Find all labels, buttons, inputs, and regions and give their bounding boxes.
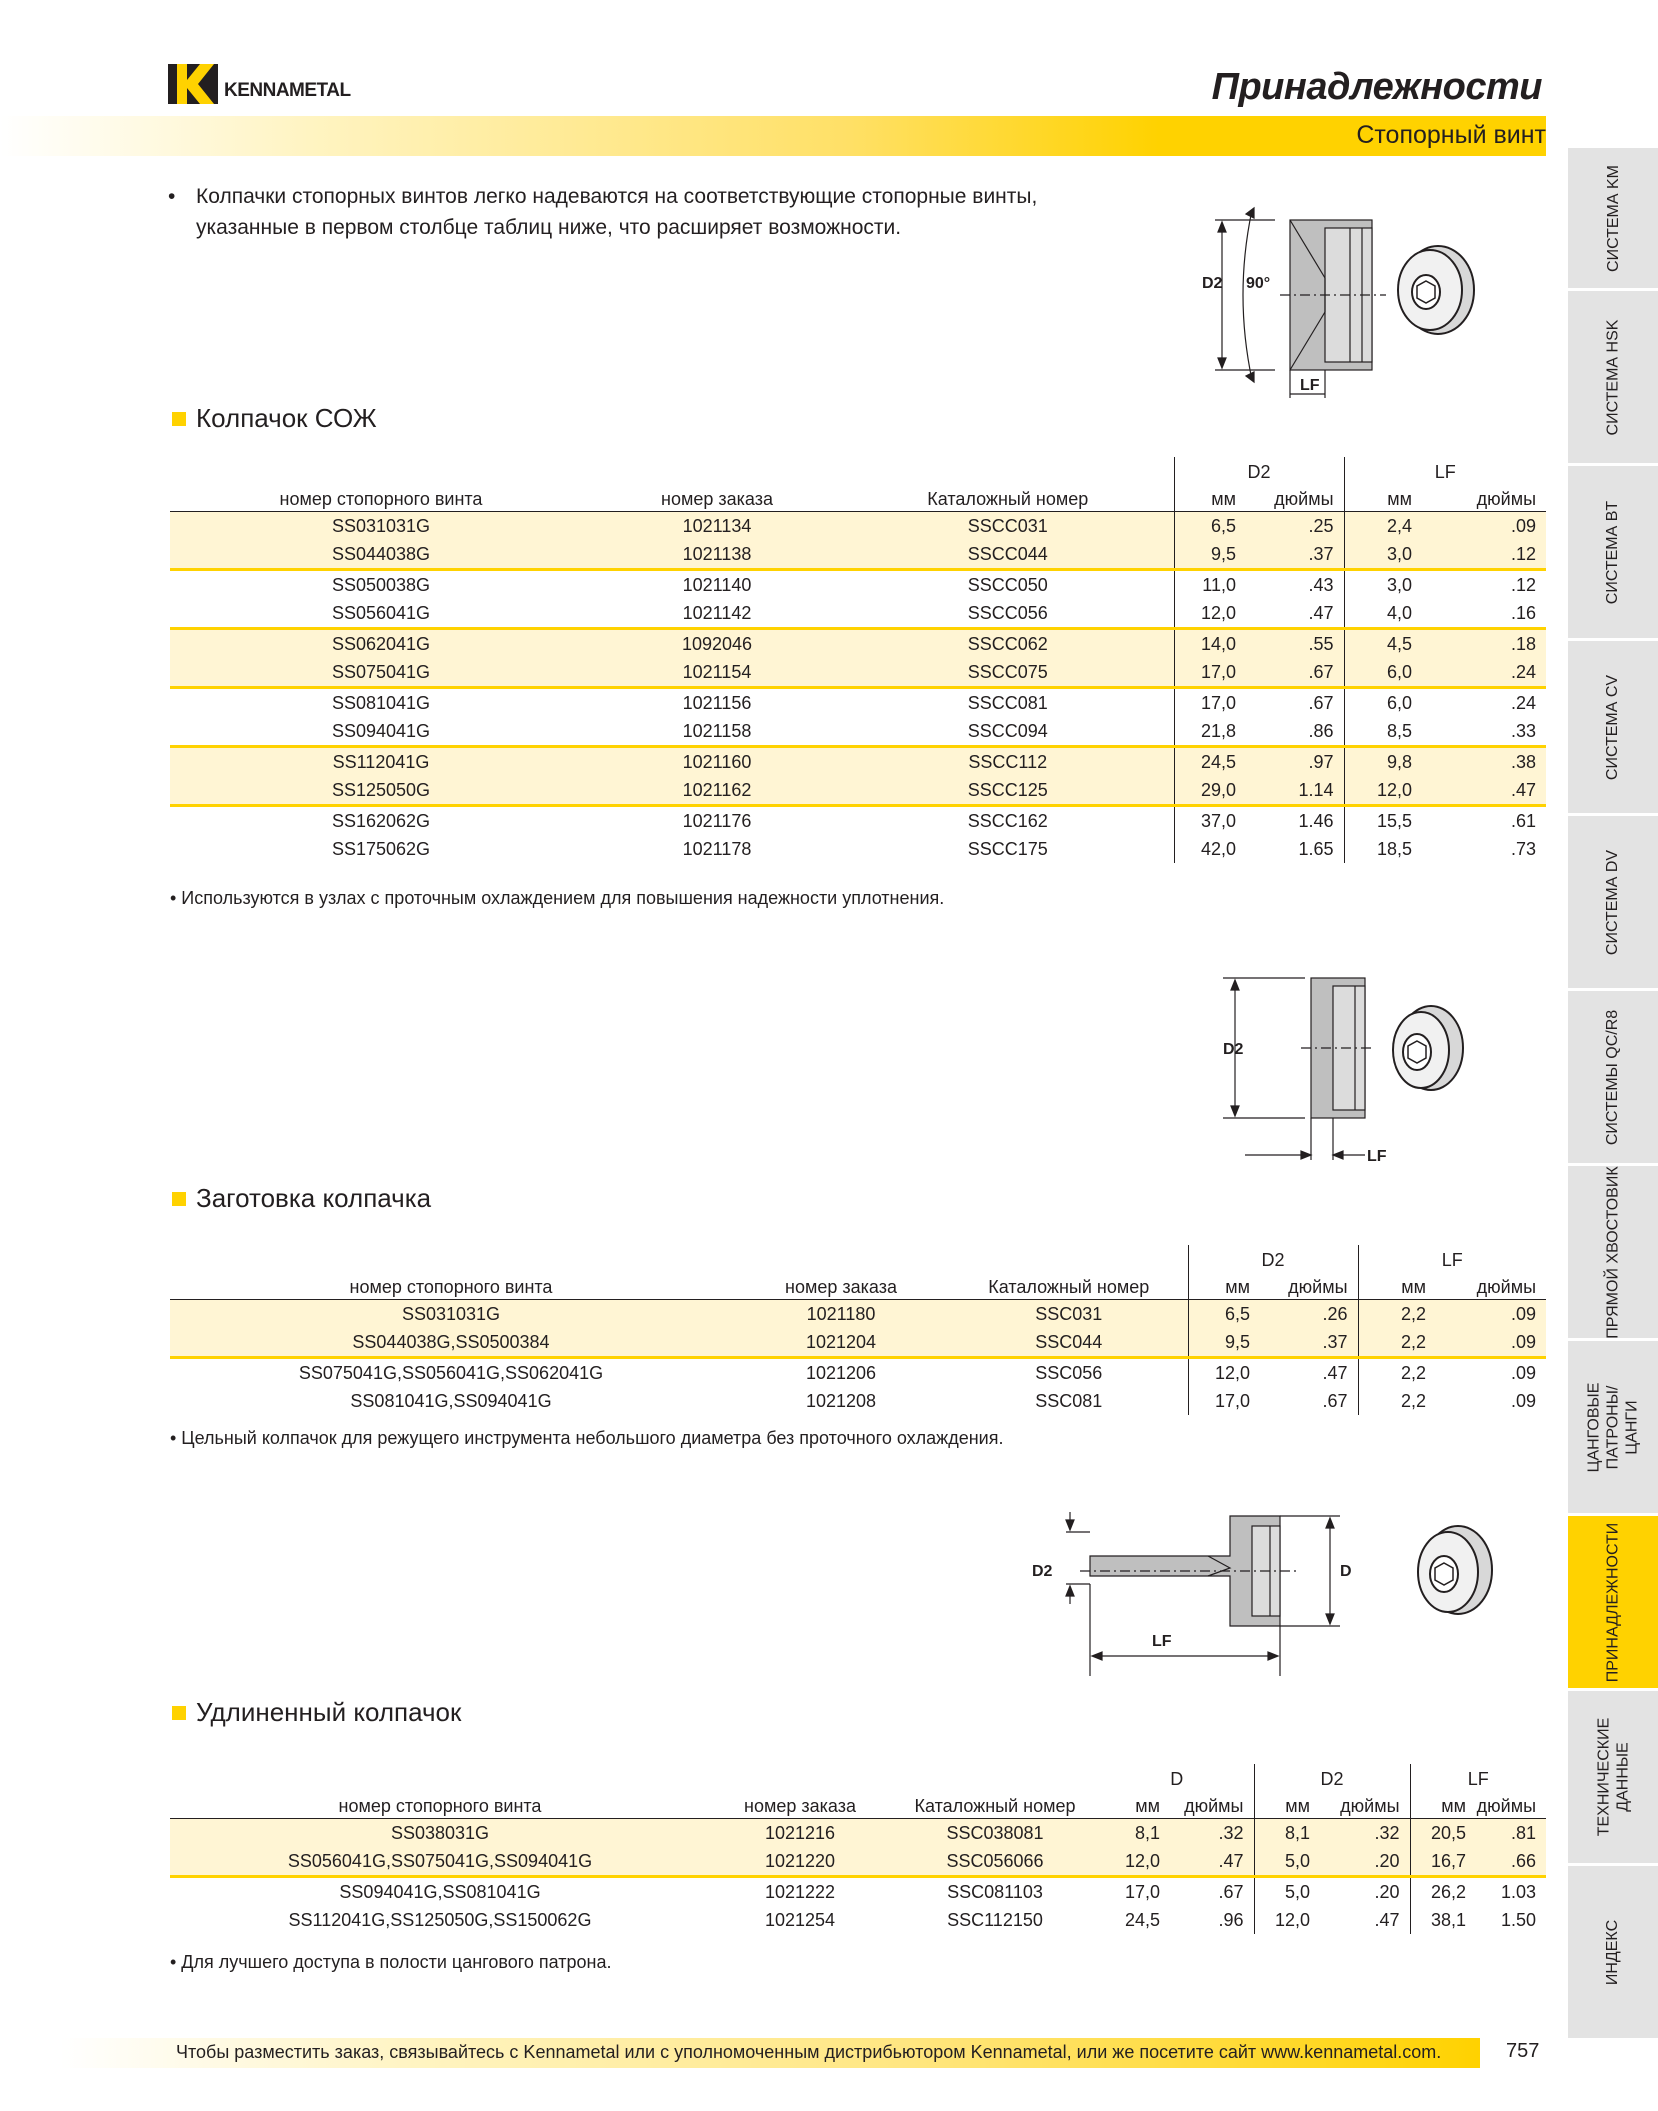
- table-cell: 1021154: [592, 658, 842, 688]
- table-cell: 42,0: [1174, 835, 1246, 863]
- table-cell: SSCC075: [842, 658, 1174, 688]
- table-cell: 21,8: [1174, 717, 1246, 747]
- table-cell: 24,5: [1124, 1910, 1160, 1930]
- table-cell: .32: [1170, 1819, 1254, 1848]
- table-cell: 11,0: [1174, 570, 1246, 600]
- table-cell: 1.03: [1500, 1882, 1537, 1902]
- table-cell: 4,0: [1344, 599, 1422, 629]
- d2-label: D2: [1032, 1563, 1053, 1580]
- table-cell: 1.65: [1298, 839, 1334, 859]
- brand-name: KENNAMETAL: [224, 80, 351, 101]
- table-cell: 1021162: [592, 776, 842, 806]
- cap-blank-drawing: [1205, 970, 1470, 1170]
- table-cell: .38: [1422, 747, 1546, 777]
- column-header: Каталожный номер: [890, 1794, 1100, 1819]
- column-header: Каталожный номер: [842, 487, 1174, 512]
- section-marker: [172, 1706, 186, 1720]
- section2-note: • Цельный колпачок для режущего инструмента небольшого диаметра без проточного охлаждения.: [170, 1428, 1004, 1448]
- table-cell: 4,5: [1344, 629, 1422, 659]
- table-row: [170, 1847, 1546, 1877]
- column-header: дюймы: [1246, 487, 1344, 512]
- intro-paragraph: [168, 181, 1068, 243]
- footer-contact-text: Чтобы разместить заказ, связывайтесь с Kennametal или с уполномоченным дистрибьютором Kennametal, или же посетите сайт www.kennametal.com.: [176, 2042, 1442, 2062]
- table-cell: 1021160: [592, 747, 842, 777]
- extended-cap-drawing: [1030, 1508, 1510, 1680]
- table-cell: 1092046: [592, 629, 842, 659]
- table-cell: .37: [1260, 1328, 1358, 1358]
- table-cell: SSC044: [950, 1328, 1188, 1358]
- column-header: мм: [1358, 1275, 1436, 1300]
- table-row: [170, 570, 1546, 600]
- group-lf: LF: [1410, 1764, 1546, 1794]
- section-marker: [172, 412, 186, 426]
- table-cell: SSCC056: [842, 599, 1174, 629]
- table-cell: 20,5: [1410, 1819, 1476, 1848]
- table-cell: .24: [1422, 658, 1546, 688]
- column-header: дюймы: [1422, 487, 1546, 512]
- column-header: [710, 1764, 890, 1794]
- section-extended-cap-title: Удлиненный колпачок: [172, 1697, 461, 1728]
- d-label: D: [1340, 1563, 1352, 1580]
- table-cell: SS081041G: [331, 693, 431, 713]
- kennametal-k-logo-icon: [168, 64, 218, 104]
- table-row: [170, 1300, 1546, 1329]
- table-cell: .32: [1320, 1819, 1410, 1848]
- table-cell: 12,0: [1174, 599, 1246, 629]
- table-row: [170, 1328, 1546, 1358]
- table-cell: SSC081103: [947, 1882, 1043, 1902]
- table-column-header: [170, 1794, 1546, 1819]
- table-cell: .18: [1422, 629, 1546, 659]
- tab-bt[interactable]: СИСТЕМА BT: [1568, 466, 1658, 641]
- table-cell: 6,5: [1188, 1300, 1260, 1329]
- table-cell: 1021216: [710, 1819, 890, 1848]
- tab-qc-r8[interactable]: СИСТЕМЫ QC/R8: [1568, 991, 1658, 1166]
- brand-logo: [168, 64, 351, 104]
- table-cell: 17,0: [1174, 688, 1246, 718]
- section3-note: • Для лучшего доступа в полости цангового патрона.: [170, 1952, 612, 1972]
- table-cell: SSCC044: [842, 540, 1174, 570]
- table-cell: SSC112150: [947, 1910, 1043, 1930]
- column-header: [732, 1245, 950, 1275]
- table-cell: SS162062G: [331, 811, 431, 831]
- table-cell: 1021208: [805, 1391, 877, 1411]
- page-number: 757: [1506, 2040, 1540, 2062]
- table-cell: .47: [1170, 1847, 1254, 1877]
- table-cell: 12,0: [1100, 1847, 1170, 1877]
- table-cell: .66: [1476, 1847, 1546, 1877]
- table-cell: 2,2: [1358, 1328, 1436, 1358]
- table-cell: .47: [1322, 1363, 1348, 1383]
- table-cell: 12,0: [1188, 1358, 1260, 1388]
- table-cell: 17,0: [1188, 1387, 1260, 1415]
- group-d2: D2: [1188, 1245, 1358, 1275]
- table-cell: 2,2: [1358, 1358, 1436, 1388]
- table-cell: 5,0: [1254, 1847, 1320, 1877]
- column-header: дюймы: [1260, 1275, 1358, 1300]
- table-cell: 1021206: [805, 1363, 877, 1383]
- column-header: дюймы: [1320, 1794, 1410, 1819]
- table-cell: SS175062G: [331, 839, 431, 859]
- table-row: [170, 540, 1546, 570]
- table-cell: 16,7: [1410, 1847, 1476, 1877]
- section-coolant-cap-title: Колпачок СОЖ: [172, 403, 377, 434]
- table-cell: 12,0: [1344, 776, 1422, 806]
- table-cell: .47: [1374, 1910, 1400, 1930]
- table-row: [170, 658, 1546, 688]
- group-d2: D2: [1254, 1764, 1410, 1794]
- table-row: [170, 1906, 1546, 1934]
- column-header: дюймы: [1170, 1794, 1254, 1819]
- table-cell: 1021176: [682, 811, 752, 831]
- table-cell: .67: [1308, 693, 1334, 713]
- section-marker: [172, 1192, 186, 1206]
- table-cell: 1021204: [732, 1328, 950, 1358]
- table-cell: 6,0: [1344, 658, 1422, 688]
- table-cell: .47: [1422, 776, 1546, 806]
- section1-note: • Используются в узлах с проточным охлаждением для повышения надежности уплотнения.: [170, 888, 945, 908]
- table-cell: SS081041G,SS094041G: [350, 1391, 552, 1411]
- tab-km[interactable]: СИСТЕМА KM: [1568, 148, 1658, 291]
- column-header: мм: [1344, 487, 1422, 512]
- table-cell: SSCC112: [842, 747, 1174, 777]
- table-cell: 1021156: [682, 693, 752, 713]
- tab-technical-data[interactable]: ТЕХНИЧЕСКИЕ ДАННЫЕ: [1568, 1691, 1658, 1866]
- table-row: [170, 599, 1546, 629]
- coolant-cap-drawing: [1190, 198, 1490, 403]
- lf-label: LF: [1300, 377, 1320, 394]
- column-header: мм: [1254, 1794, 1320, 1819]
- table-cell: 15,5: [1344, 806, 1422, 836]
- table-row: [170, 629, 1546, 659]
- table-cell: .09: [1511, 1363, 1537, 1383]
- column-header: мм: [1174, 487, 1246, 512]
- table-cell: 18,5: [1344, 835, 1422, 863]
- table-cell: SS125050G: [170, 776, 592, 806]
- table-cell: 3,0: [1344, 570, 1422, 600]
- column-header: [842, 457, 1174, 487]
- table-row: [170, 806, 1546, 836]
- table-cell: SSC056066: [890, 1847, 1100, 1877]
- section-cap-blank-title: Заготовка колпачка: [172, 1183, 431, 1214]
- page-title: Принадлежности: [1211, 66, 1542, 108]
- column-header: [592, 457, 842, 487]
- table-cell: .09: [1422, 512, 1546, 541]
- intro-bullet: •: [168, 185, 176, 208]
- table-cell: 8,5: [1344, 717, 1422, 747]
- table-cell: 1.14: [1246, 776, 1344, 806]
- table-cell: 8,1: [1100, 1819, 1170, 1848]
- column-header: номер заказа: [732, 1275, 950, 1300]
- table-cell: .20: [1374, 1882, 1400, 1902]
- table-cell: .43: [1308, 575, 1334, 595]
- table-cell: .86: [1246, 717, 1344, 747]
- intro-text: Колпачки стопорных винтов легко надеваются на соответствующие стопорные винты, указанные в первом столбце таблиц ниже, что расширяет возможности.: [196, 185, 1038, 239]
- cap-blank-table: [170, 1245, 1546, 1415]
- cap-blank-3d-icon: [1393, 1006, 1463, 1090]
- table-cell: SS044038G,SS0500384: [170, 1328, 732, 1358]
- table-cell: 9,5: [1174, 540, 1246, 570]
- table-cell: 8,1: [1254, 1819, 1320, 1848]
- table-cell: 9,8: [1344, 747, 1422, 777]
- coolant-cap-table: [170, 457, 1546, 863]
- table-row: [170, 1387, 1546, 1415]
- table-cell: .67: [1246, 658, 1344, 688]
- table-cell: .09: [1436, 1300, 1546, 1329]
- header-band: [0, 116, 1546, 156]
- column-header: [950, 1245, 1188, 1275]
- table-cell: 3,0: [1344, 540, 1422, 570]
- table-cell: SSCC031: [842, 512, 1174, 541]
- table-cell: 12,0: [1254, 1906, 1320, 1934]
- column-header: номер стопорного винта: [170, 487, 592, 512]
- column-header: Каталожный номер: [950, 1275, 1188, 1300]
- table-cell: SS056041G: [170, 599, 592, 629]
- table-row: [170, 512, 1546, 541]
- table-cell: 38,1: [1410, 1906, 1476, 1934]
- table-group-header: [170, 1764, 1546, 1794]
- table-row: [170, 1819, 1546, 1848]
- table-cell: 24,5: [1174, 747, 1246, 777]
- column-header: мм: [1410, 1794, 1476, 1819]
- table-cell: .81: [1476, 1819, 1546, 1848]
- column-header: номер стопорного винта: [170, 1275, 732, 1300]
- table-cell: SS044038G: [170, 540, 592, 570]
- table-cell: 1021180: [732, 1300, 950, 1329]
- table-cell: 14,0: [1174, 629, 1246, 659]
- column-header: мм: [1188, 1275, 1260, 1300]
- angle-label: 90°: [1246, 275, 1271, 292]
- table-cell: 5,0: [1254, 1877, 1320, 1907]
- d2-label: D2: [1202, 275, 1223, 292]
- tab-cv[interactable]: СИСТЕМА CV: [1568, 641, 1658, 816]
- table-cell: SS038031G: [170, 1819, 710, 1848]
- table-cell: SS031031G: [170, 1300, 732, 1329]
- table-cell: .12: [1511, 575, 1537, 595]
- table-cell: 1021140: [682, 575, 752, 595]
- table-cell: 6,5: [1174, 512, 1246, 541]
- table-cell: 37,0: [1174, 806, 1246, 836]
- group-lf: LF: [1344, 457, 1546, 487]
- table-cell: SSC031: [950, 1300, 1188, 1329]
- table-cell: .26: [1260, 1300, 1358, 1329]
- table-cell: SS050038G: [331, 575, 431, 595]
- column-header: [170, 457, 592, 487]
- table-cell: SSCC162: [967, 811, 1048, 831]
- table-cell: 29,0: [1174, 776, 1246, 806]
- tab-hsk[interactable]: СИСТЕМА HSK: [1568, 291, 1658, 466]
- table-cell: 1021220: [710, 1847, 890, 1877]
- table-cell: SS094041G,SS081041G: [339, 1882, 541, 1902]
- group-d2: D2: [1174, 457, 1344, 487]
- column-header: дюймы: [1476, 1794, 1546, 1819]
- table-cell: .25: [1246, 512, 1344, 541]
- table-cell: 26,2: [1410, 1877, 1476, 1907]
- table-cell: 1021142: [592, 599, 842, 629]
- column-header: мм: [1100, 1794, 1170, 1819]
- table-cell: 2,2: [1358, 1387, 1436, 1415]
- table-cell: SSCC125: [842, 776, 1174, 806]
- table-cell: .47: [1246, 599, 1344, 629]
- table-cell: .33: [1422, 717, 1546, 747]
- group-lf: LF: [1358, 1245, 1546, 1275]
- column-header: номер заказа: [592, 487, 842, 512]
- tab-dv[interactable]: СИСТЕМА DV: [1568, 816, 1658, 991]
- table-cell: 2,4: [1344, 512, 1422, 541]
- table-cell: SSCC081: [967, 693, 1048, 713]
- table-cell: 2,2: [1358, 1300, 1436, 1329]
- table-cell: SSCC062: [842, 629, 1174, 659]
- table-cell: .67: [1218, 1882, 1244, 1902]
- table-row: [170, 1358, 1546, 1388]
- table-cell: .24: [1511, 693, 1537, 713]
- table-cell: 1021222: [764, 1882, 836, 1902]
- column-header: номер стопорного винта: [170, 1794, 710, 1819]
- table-cell: 17,0: [1174, 658, 1246, 688]
- tab-collet-chucks[interactable]: ЦАНГОВЫЕ ПАТРОНЫ/ЦАНГИ: [1568, 1341, 1658, 1516]
- table-cell: .97: [1246, 747, 1344, 777]
- table-cell: 1021134: [592, 512, 842, 541]
- table-cell: 1021178: [682, 839, 752, 859]
- table-cell: 17,0: [1124, 1882, 1160, 1902]
- table-cell: SSC056: [1035, 1363, 1103, 1383]
- table-cell: 1.46: [1298, 811, 1334, 831]
- table-cell: .20: [1320, 1847, 1410, 1877]
- table-cell: SS031031G: [170, 512, 592, 541]
- table-cell: SS094041G: [170, 717, 592, 747]
- table-cell: 6,0: [1344, 688, 1422, 718]
- column-header: [890, 1764, 1100, 1794]
- table-cell: SSCC094: [842, 717, 1174, 747]
- table-cell: .09: [1436, 1328, 1546, 1358]
- table-cell: .16: [1422, 599, 1546, 629]
- table-cell: .96: [1218, 1910, 1244, 1930]
- table-cell: 9,5: [1188, 1328, 1260, 1358]
- table-cell: SSCC050: [967, 575, 1048, 595]
- table-cell: SS112041G,SS125050G,SS150062G: [288, 1910, 592, 1930]
- column-header: номер заказа: [710, 1794, 890, 1819]
- tab-straight-shank[interactable]: ПРЯМОЙ ХВОСТОВИК: [1568, 1166, 1658, 1341]
- table-cell: .67: [1322, 1391, 1348, 1411]
- table-column-header: [170, 1275, 1546, 1300]
- table-row: [170, 1877, 1546, 1907]
- table-cell: 1021254: [764, 1910, 836, 1930]
- coolant-cap-3d-icon: [1398, 246, 1474, 334]
- lf-label: LF: [1367, 1148, 1387, 1165]
- tab-accessories[interactable]: ПРИНАДЛЕЖНОСТИ: [1568, 1516, 1658, 1691]
- table-cell: .12: [1422, 540, 1546, 570]
- table-cell: 1.50: [1500, 1910, 1537, 1930]
- table-cell: SSC081: [1035, 1391, 1103, 1411]
- table-group-header: [170, 1245, 1546, 1275]
- table-row: [170, 717, 1546, 747]
- table-cell: .61: [1511, 811, 1537, 831]
- table-cell: .73: [1511, 839, 1537, 859]
- table-cell: SS056041G,SS075041G,SS094041G: [170, 1847, 710, 1877]
- table-column-header: [170, 487, 1546, 512]
- table-cell: .55: [1246, 629, 1344, 659]
- d2-label: D2: [1223, 1041, 1244, 1058]
- page-subtitle: Стопорный винт: [1356, 121, 1546, 149]
- table-cell: SS075041G: [170, 658, 592, 688]
- table-row: [170, 776, 1546, 806]
- table-row: [170, 835, 1546, 863]
- table-cell: SSCC175: [967, 839, 1048, 859]
- column-header: дюймы: [1436, 1275, 1546, 1300]
- column-header: [170, 1764, 710, 1794]
- extended-cap-3d-icon: [1418, 1526, 1492, 1614]
- table-cell: .09: [1511, 1391, 1537, 1411]
- table-row: [170, 747, 1546, 777]
- table-group-header: [170, 457, 1546, 487]
- column-header: [170, 1245, 732, 1275]
- table-row: [170, 688, 1546, 718]
- table-cell: SS062041G: [170, 629, 592, 659]
- table-cell: 1021138: [592, 540, 842, 570]
- table-cell: SS112041G: [170, 747, 592, 777]
- group-d: D: [1170, 1769, 1184, 1789]
- table-cell: SSC038081: [890, 1819, 1100, 1848]
- tab-index[interactable]: ИНДЕКС: [1568, 1866, 1658, 2041]
- table-cell: .37: [1246, 540, 1344, 570]
- table-cell: 1021158: [592, 717, 842, 747]
- table-cell: SS075041G,SS056041G,SS062041G: [298, 1363, 604, 1383]
- lf-label: LF: [1152, 1633, 1172, 1650]
- extended-cap-table: [170, 1764, 1546, 1934]
